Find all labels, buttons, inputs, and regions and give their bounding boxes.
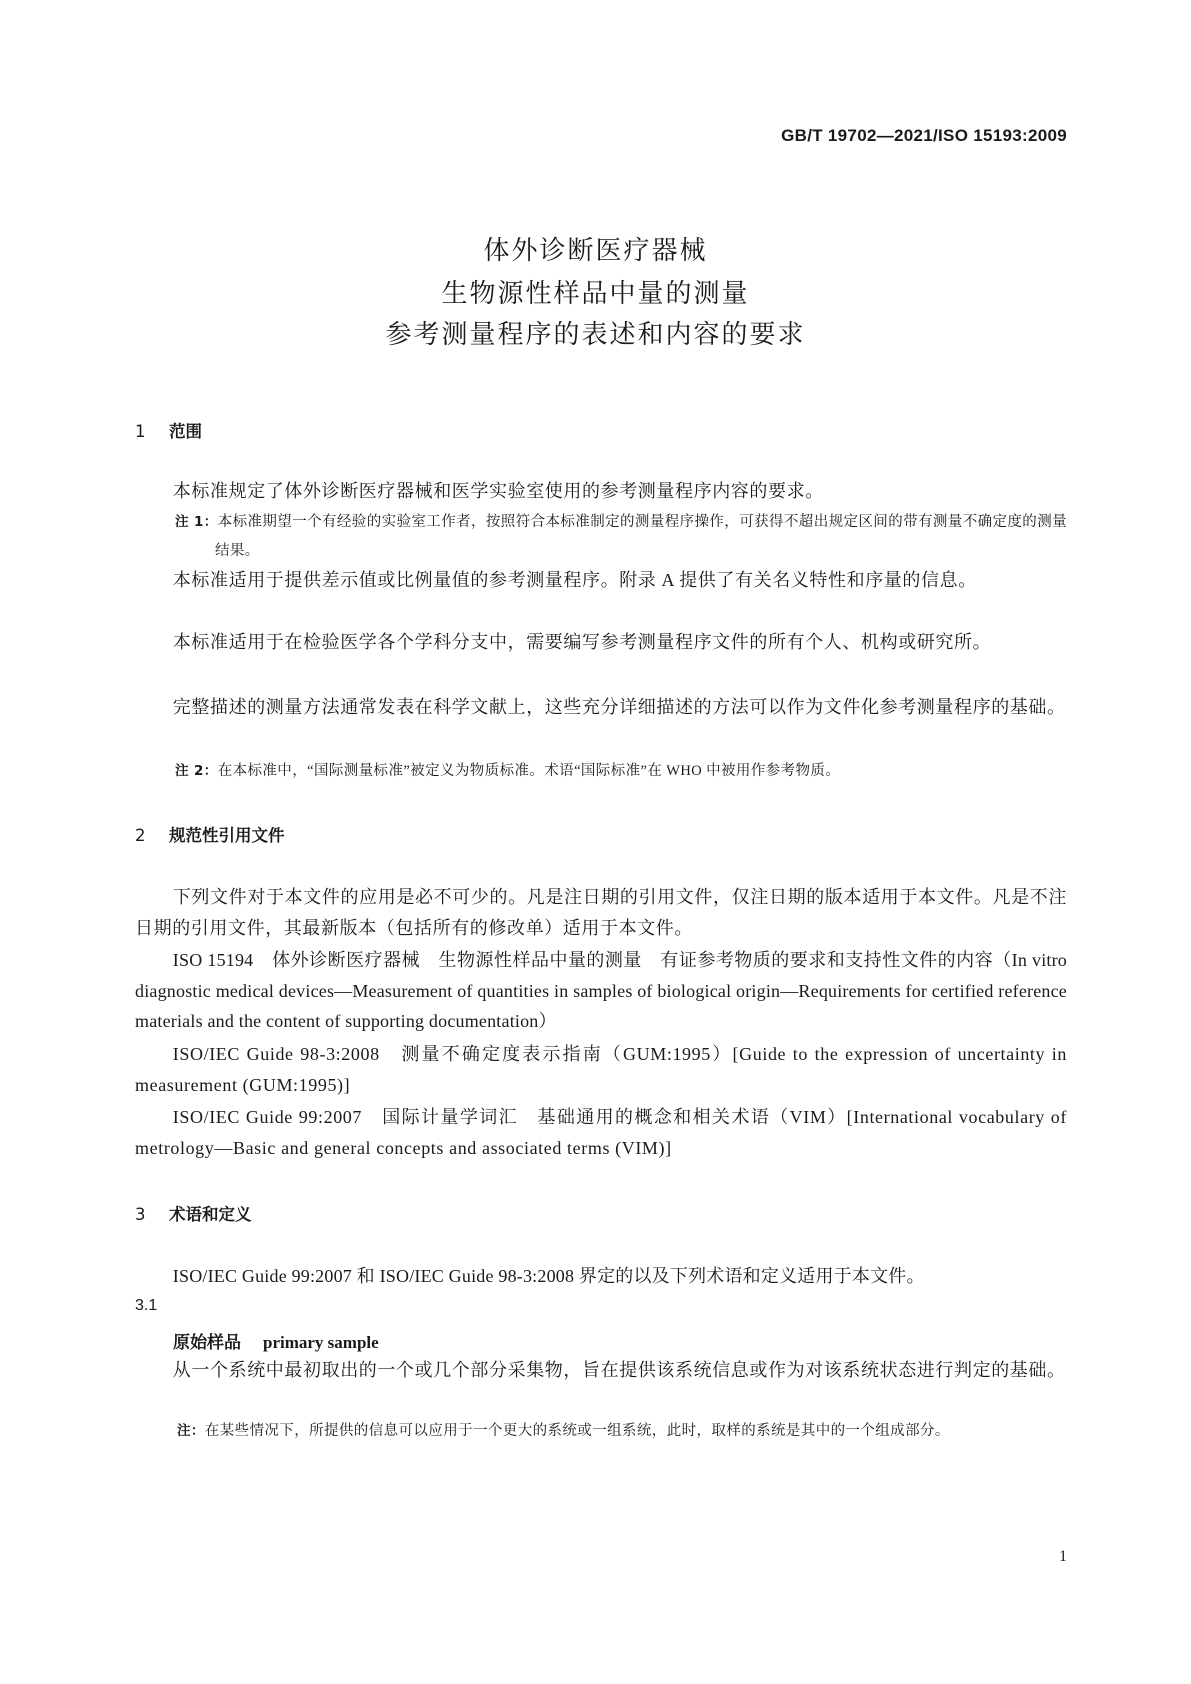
paragraph: 本标准适用于提供差示值或比例量值的参考测量程序。附录 A 提供了有关名义特性和序量的信息。	[172, 570, 977, 590]
paragraph: 完整描述的测量方法通常发表在科学文献上，这些充分详细描述的方法可以作为文件化参考测量程序的基础。	[172, 697, 1066, 717]
section-2-heading	[135, 822, 1067, 846]
section-3-heading	[135, 1201, 1067, 1225]
section-number: 3	[135, 1205, 146, 1224]
clause-number: 3.1	[135, 1297, 158, 1314]
term-english: primary sample	[263, 1333, 379, 1352]
paragraph: ISO/IEC Guide 99:2007 和 ISO/IEC Guide 98-3:2008 界定的以及下列术语和定义适用于本文件。	[172, 1266, 925, 1286]
section-number: 2	[135, 826, 146, 845]
normative-reference: ISO/IEC Guide 98-3:2008 测量不确定度表示指南（GUM:1995）[Guide to the expression of uncertainty in measurement (GUM:1995)]	[135, 1044, 1067, 1095]
section-title: 规范性引用文件	[169, 826, 285, 845]
note-text: 在某些情况下，所提供的信息可以应用于一个更大的系统或一组系统，此时，取样的系统是其中的一个组成部分。	[204, 1423, 950, 1439]
term-note	[135, 1417, 1067, 1446]
note-label: 注 1：	[175, 514, 218, 530]
title-line-1: 体外诊断医疗器械	[483, 236, 708, 266]
normative-reference: ISO/IEC Guide 99:2007 国际计量学词汇 基础通用的概念和相关术语（VIM）[International vocabulary of metrology—Basic and general concepts and associated terms (VIM)]	[135, 1107, 1067, 1158]
section-title: 范围	[169, 422, 202, 441]
standard-identifier: GB/T 19702—2021/ISO 15193:2009	[781, 126, 1067, 145]
paragraph: 本标准适用于在检验医学各个学科分支中，需要编写参考测量程序文件的所有个人、机构或研究所。	[172, 632, 992, 652]
title-line-3: 参考测量程序的表述和内容的要求	[385, 320, 806, 350]
term-chinese: 原始样品	[173, 1333, 241, 1353]
paragraph: 下列文件对于本文件的应用是必不可少的。凡是注日期的引用文件，仅注日期的版本适用于本文件。凡是不注日期的引用文件，其最新版本（包括所有的修改单）适用于本文件。	[135, 887, 1067, 938]
note-2	[135, 757, 1067, 786]
section-1-heading	[135, 418, 1067, 442]
note-label: 注：	[177, 1423, 205, 1439]
note-label: 注 2：	[175, 763, 218, 779]
page-number: 1	[1059, 1548, 1067, 1565]
note-text: 本标准期望一个有经验的实验室工作者，按照符合本标准制定的测量程序操作，可获得不超出规定区间的带有测量不确定度的测量结果。	[215, 514, 1067, 559]
title-line-2: 生物源性样品中量的测量	[441, 279, 750, 309]
paragraph: 本标准规定了体外诊断医疗器械和医学实验室使用的参考测量程序内容的要求。	[172, 481, 824, 501]
note-text: 在本标准中，“国际测量标准”被定义为物质标准。术语“国际标准”在 WHO 中被用作参考物质。	[217, 763, 841, 779]
section-title: 术语和定义	[169, 1205, 252, 1224]
normative-reference: ISO 15194 体外诊断医疗器械 生物源性样品中量的测量 有证参考物质的要求和支持性文件的内容（In vitro diagnostic medical devices—Measurement of quantities in samples of biological origin—Requirements for certified reference materials and the content of supporting documentation）	[135, 950, 1067, 1031]
term-entry	[135, 1328, 1105, 1353]
term-definition: 从一个系统中最初取出的一个或几个部分采集物，旨在提供该系统信息或作为对该系统状态进行判定的基础。	[172, 1360, 1066, 1380]
section-number: 1	[135, 422, 146, 441]
note-1	[135, 508, 1067, 566]
